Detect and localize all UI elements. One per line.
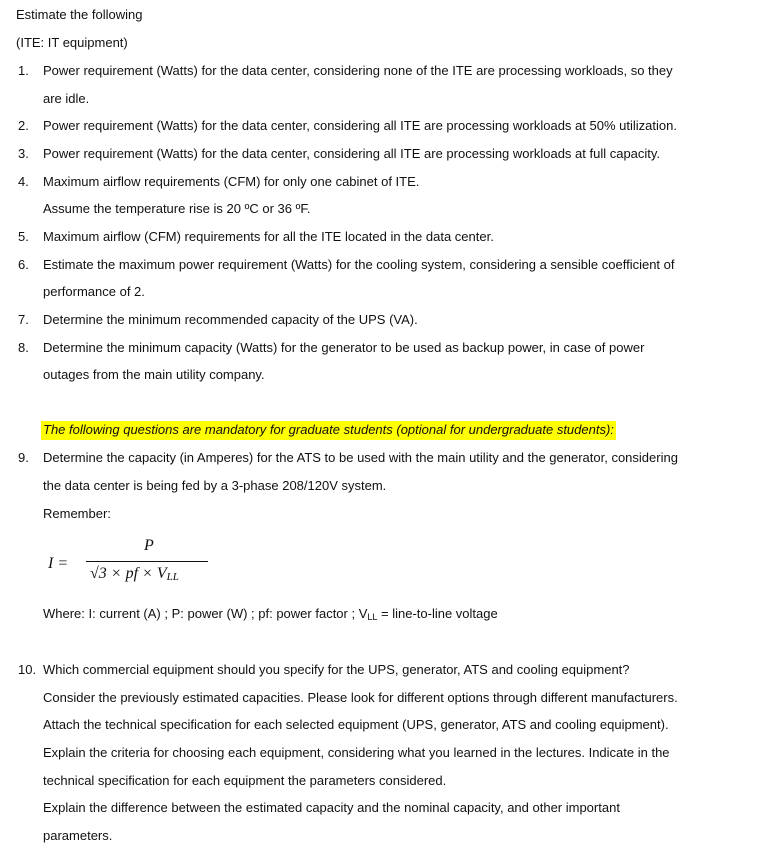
item-number: 2. (18, 118, 29, 133)
item-text: Consider the previously estimated capacities. Please look for different options through different manufacturers. (43, 690, 678, 705)
item-text: Maximum airflow requirements (CFM) for only one cabinet of ITE. (43, 174, 420, 189)
voltage-subscript: LL (367, 612, 378, 622)
item-text: outages from the main utility company. (43, 367, 265, 382)
item-text: performance of 2. (43, 284, 145, 299)
item-text: the data center is being fed by a 3-phase 208/120V system. (43, 478, 387, 493)
item-text: technical specification for each equipment the parameters considered. (43, 773, 447, 788)
item-number: 1. (18, 63, 29, 78)
item-text: Explain the difference between the estimated capacity and the nominal capacity, and other important (43, 800, 620, 815)
item-text: Maximum airflow (CFM) requirements for all the ITE located in the data center. (43, 229, 494, 244)
formula-denominator: √3 × pf × VLL (90, 565, 179, 583)
graduate-note-highlight (41, 421, 616, 440)
item-text: Power requirement (Watts) for the data center, considering none of the ITE are processing workloads, so they (43, 63, 673, 78)
formula-legend: Where: I: current (A) ; P: power (W) ; pf: power factor ; VLL = line-to-line voltage (43, 606, 498, 622)
item-text: Determine the minimum capacity (Watts) for the generator to be used as backup power, in case of power (43, 340, 645, 355)
item-text: Estimate the maximum power requirement (Watts) for the cooling system, considering a sensible coefficient of (43, 257, 675, 272)
remember-label: Remember: (43, 506, 111, 521)
current-formula (44, 535, 224, 595)
item-text: Explain the criteria for choosing each equipment, considering what you learned in the lectures. Indicate in the (43, 745, 670, 760)
item-number: 3. (18, 146, 29, 161)
fraction-bar (86, 561, 208, 562)
item-text: parameters. (43, 828, 113, 843)
item-number: 8. (18, 340, 29, 355)
item-text: Determine the minimum recommended capacity of the UPS (VA). (43, 312, 418, 327)
item-text: Power requirement (Watts) for the data center, considering all ITE are processing workloads at full capacity. (43, 146, 661, 161)
intro-title: Estimate the following (16, 7, 143, 22)
item-number: 7. (18, 312, 29, 327)
item-number: 6. (18, 257, 29, 272)
formula-denominator-subscript: LL (166, 571, 179, 583)
formula-lhs: I = (48, 555, 69, 572)
item-number: 4. (18, 174, 29, 189)
item-number: 10. (18, 662, 37, 677)
graduate-note: The following questions are mandatory for graduate students (optional for undergraduate students): (43, 422, 614, 437)
intro-abbreviation: (ITE: IT equipment) (16, 35, 128, 50)
item-text: are idle. (43, 91, 90, 106)
formula-numerator: P (144, 537, 154, 554)
item-text: Power requirement (Watts) for the data center, considering all ITE are processing workloads at 50% utilization. (43, 118, 677, 133)
item-number: 9. (18, 450, 29, 465)
item-text: Determine the capacity (in Amperes) for the ATS to be used with the main utility and the generator, considering (43, 450, 678, 465)
item-text: Attach the technical specification for each selected equipment (UPS, generator, ATS and cooling equipment). (43, 717, 669, 732)
item-text: Which commercial equipment should you specify for the UPS, generator, ATS and cooling equipment? (43, 662, 630, 677)
item-text: Assume the temperature rise is 20 ºC or 36 ºF. (43, 201, 311, 216)
item-number: 5. (18, 229, 29, 244)
